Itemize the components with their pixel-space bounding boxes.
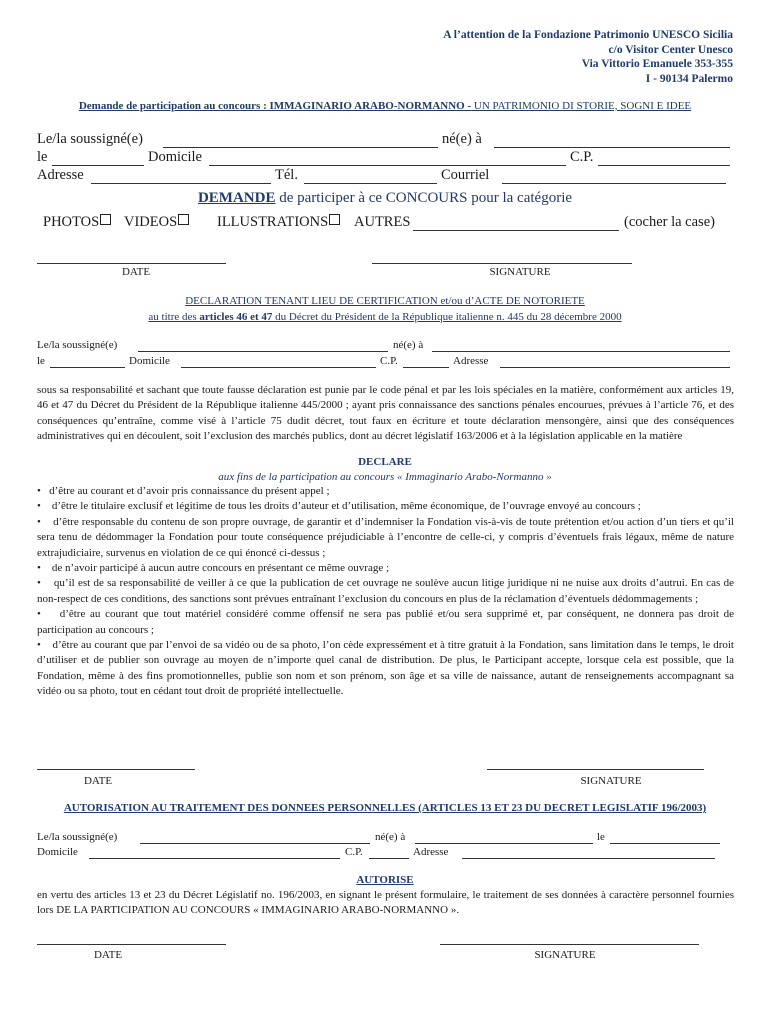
decl-date-line[interactable] — [37, 769, 195, 770]
label-ne: né(e) à — [442, 131, 482, 147]
bullet-item: • qu’il est de sa responsabilité de veiller à ce que la publication de cet ouvrage ne soulève aucun litige juridique ni ne nuise aux droits d’autrui. En cas de non-respect de ces conditions, des sanctions sont prévues entraînant l’exclusion du concours en plus de la réclamation d’éventuels dédommagements ; — [37, 577, 734, 605]
soussigne-field[interactable] — [163, 147, 438, 148]
declaration-title: DECLARATION TENANT LIEU DE CERTIFICATION et/ou d’ACTE DE NOTORIETE — [185, 295, 585, 307]
label-le: le — [37, 149, 48, 165]
autorise-heading: AUTORISE — [356, 874, 414, 886]
birthdate-field[interactable] — [52, 165, 144, 166]
decl-label-adresse: Adresse — [453, 355, 489, 367]
label-domicile: Domicile — [148, 149, 202, 165]
autres-field[interactable] — [413, 230, 619, 231]
bullet-item: • d’être au courant que tout matériel considéré comme offensif ne sera pas publié et/ou sera supprimé et, par conséquent, ne donnera pas droit de participation au concours ; — [37, 608, 734, 636]
auth-label-domicile: Domicile — [37, 846, 78, 858]
decl-domicile-field[interactable] — [181, 367, 376, 368]
address-line: c/o Visitor Center Unesco — [608, 43, 733, 56]
videos-checkbox[interactable] — [178, 214, 189, 225]
declaration-bullets — [37, 484, 734, 700]
auth-date-line[interactable] — [37, 944, 226, 945]
decl-signature-caption: SIGNATURE — [580, 775, 642, 787]
decl-adresse-field[interactable] — [500, 367, 730, 368]
declaration-subtitle-c: du Décret du Président de la République italienne n. 445 du 28 décembre 2000 — [272, 311, 622, 323]
bullet-text: qu’il est de sa responsabilité de veiller à ce que la publication de cet ouvrage ne soulève aucun litige juridique ni ne nuise aux droits d’autrui. En cas de non-respect de ces conditions, des sanctions sont prévues entraînant l’exclusion du concours en plus de la réclamation d’éventuels dédommagements ; — [37, 577, 734, 605]
label-adresse: Adresse — [37, 167, 84, 183]
subject-line — [0, 100, 770, 112]
photos-checkbox[interactable] — [100, 214, 111, 225]
auth-label-adresse: Adresse — [413, 846, 449, 858]
category-videos-label: VIDEOS — [124, 214, 178, 230]
autorisation-title: AUTORISATION AU TRAITEMENT DES DONNEES PERSONNELLES (ARTICLES 13 ET 23 DU DECRET LEGISLATIF 196/2003) — [63, 802, 707, 814]
signature-line[interactable] — [372, 263, 632, 264]
tel-field[interactable] — [304, 183, 437, 184]
address-line: I - 90134 Palermo — [645, 72, 733, 85]
label-soussigne: Le/la soussigné(e) — [37, 131, 143, 147]
subject-rest: UN PATRIMONIO DI STORIE, SOGNI E IDEE — [471, 100, 692, 112]
declaration-subtitle — [0, 311, 770, 323]
date-line[interactable] — [37, 263, 226, 264]
signature-caption: SIGNATURE — [489, 266, 551, 278]
adresse-field[interactable] — [91, 183, 271, 184]
auth-signature-line[interactable] — [440, 944, 699, 945]
auth-label-soussigne: Le/la soussigné(e) — [37, 831, 118, 843]
auth-label-cp: C.P. — [345, 846, 363, 858]
bullet-item: • d’être responsable du contenu de son propre ouvrage, de garantir et d’indemniser la Fondation vis-à-vis de toute prétention et/ou action d’un tiers et qu’il sera tenu de dédommager la Fondation pour toute conséquence préjudiciable à l’encontre de celle-ci, y compris d’éventuels frais légaux, même de nature extrajudiciaire, survenus en violation de ce qui énoncé ci-dessus ; — [37, 515, 734, 559]
decl-cp-field[interactable] — [403, 367, 449, 368]
declare-heading: DECLARE — [358, 456, 412, 468]
auth-adresse-field[interactable] — [462, 858, 715, 859]
address-block — [443, 28, 733, 86]
courriel-field[interactable] — [502, 183, 726, 184]
auth-cp-field[interactable] — [369, 858, 409, 859]
cocher-hint: (cocher la case) — [624, 214, 715, 230]
decl-birthdate-field[interactable] — [50, 367, 125, 368]
demande-rest: de participer à ce CONCOURS pour la catégorie — [275, 190, 573, 206]
auth-label-ne: né(e) à — [375, 831, 406, 843]
decl-signature-line[interactable] — [487, 769, 704, 770]
declaration-subtitle-a: au titre des — [148, 311, 200, 323]
decl-soussigne-field[interactable] — [138, 351, 388, 352]
aux-fins-line: aux fins de la participation au concours « Immaginario Arabo-Normanno » — [218, 471, 552, 483]
category-photos-label: PHOTOS — [43, 214, 100, 230]
bullet-text: d’être au courant que par l’envoi de sa vidéo ou de sa photo, l’on cède expressément et à titre gratuit à la Fondation, sans limitation dans le temps, le droit d’utiliser et de publier son ouvrage au moyen de n’importe quel canal de distribution. De plus, le Participant accepte, lorsque cela est possible, que la Fondation, même à des fins promotionnelles, publie son nom et son prénom, son âge et sa ville de naissance, autant de renseignements accompagnant sa vidéo ou sa photo, tout en cédant tout droit de propriété intellectuelle. — [37, 639, 734, 698]
auth-birthplace-field[interactable] — [415, 843, 593, 844]
bullet-text: d’être le titulaire exclusif et légitime de tous les droits d’auteur et d’utilisation, même économique, de l’ouvrage envoyé au concours ; — [51, 500, 641, 513]
bullet-text: d’être au courant que tout matériel considéré comme offensif ne sera pas publié et/ou sera supprimé et, par conséquent, ne donnera pas droit de participation au concours ; — [37, 608, 734, 636]
auth-domicile-field[interactable] — [89, 858, 340, 859]
decl-label-le: le — [37, 355, 45, 367]
declaration-subtitle-articles: articles 46 et 47 — [199, 311, 273, 323]
decl-date-caption: DATE — [83, 775, 113, 787]
label-cp: C.P. — [570, 149, 594, 165]
cp-field[interactable] — [598, 165, 730, 166]
bullet-text: d’être responsable du contenu de son propre ouvrage, de garantir et d’indemniser la Fondation vis-à-vis de toute prétention et/ou action d’un tiers et qu’il sera tenu de dédommager la Fondation pour toute conséquence préjudiciable à l’encontre de celle-ci, y compris d’éventuels frais légaux, même de nature extrajudiciaire, survenus en violation de ce qui énoncé ci-dessus ; — [37, 515, 734, 559]
birthplace-field[interactable] — [494, 147, 730, 148]
decl-label-domicile: Domicile — [129, 355, 170, 367]
demande-bold: DEMANDE — [197, 190, 276, 206]
address-line: A l’attention de la Fondazione Patrimonio UNESCO Sicilia — [443, 29, 733, 41]
bullet-item: • d’être le titulaire exclusif et légitime de tous les droits d’auteur et d’utilisation, même économique, de l’ouvrage envoyé au concours ; — [37, 500, 641, 513]
category-photos[interactable] — [43, 214, 111, 231]
decl-label-ne: né(e) à — [393, 339, 424, 351]
decl-label-soussigne: Le/la soussigné(e) — [37, 339, 118, 351]
demande-heading — [0, 190, 770, 207]
category-illustrations[interactable] — [217, 214, 340, 231]
auth-birthdate-field[interactable] — [610, 843, 720, 844]
auth-signature-caption: SIGNATURE — [534, 949, 596, 961]
domicile-field[interactable] — [209, 165, 566, 166]
bullet-item: • d’être au courant que par l’envoi de sa vidéo ou de sa photo, l’on cède expressément et à titre gratuit à la Fondation, sans limitation dans le temps, le droit d’utiliser et de publier son ouvrage au moyen de n’importe quel canal de distribution. De plus, le Participant accepte, lorsque cela est possible, que la Fondation, même à des fins promotionnelles, publie son nom et son prénom, son âge et sa ville de naissance, autant de renseignements accompagnant sa vidéo ou sa photo, tout en cédant tout droit de propriété intellectuelle. — [37, 639, 734, 698]
decl-label-cp: C.P. — [380, 355, 398, 367]
auth-soussigne-field[interactable] — [140, 843, 370, 844]
bullet-item: • d’être au courant et d’avoir pris connaissance du présent appel ; — [37, 485, 330, 497]
label-courriel: Courriel — [441, 167, 490, 183]
auth-label-le: le — [597, 831, 605, 843]
address-line: Via Vittorio Emanuele 353-355 — [581, 58, 733, 70]
autorisation-paragraph: en vertu des articles 13 et 23 du Décret Législatif no. 196/2003, en signant le présent formulaire, le traitement de ses données à caractère personnel fournies lors DE LA PARTICIPATION AU CONCOURS « IMMAGINARIO ARABO-NORMANNO ». — [37, 889, 734, 917]
decl-birthplace-field[interactable] — [432, 351, 730, 352]
declaration-paragraph: sous sa responsabilité et sachant que toute fausse déclaration est punie par le code pénal et par les lois spéciales en la matière, conformément aux articles 19, 46 et 47 du Décret du Président de la République italienne 445/2000 ; ayant pris connaissance des sanctions pénales encourues, prévues à l’article 76, et des conséquences qu’entraîne, comme visé à l’article 75 dudit décret, tout faux en écriture et toute déclaration mensongère, ainsi que des conséquences administratives qui en découlent, soit l’exclusion des marchés publics, dont au décret législatif 163/2006 et à la législation applicable en la matière — [37, 384, 734, 443]
category-videos[interactable] — [124, 214, 189, 231]
date-caption: DATE — [121, 266, 151, 278]
category-illustrations-label: ILLUSTRATIONS — [217, 214, 329, 230]
label-autres: AUTRES — [354, 214, 411, 230]
auth-date-caption: DATE — [93, 949, 123, 961]
illustrations-checkbox[interactable] — [329, 214, 340, 225]
subject-bold: Demande de participation au concours : IMMAGINARIO ARABO-NORMANNO - — [78, 100, 472, 112]
bullet-text: de n’avoir participé à aucun autre concours en présentant ce même ouvrage ; — [51, 562, 390, 575]
label-tel: Tél. — [275, 167, 298, 183]
bullet-text: d’être au courant et d’avoir pris connaissance du présent appel ; — [49, 485, 330, 497]
bullet-item: • de n’avoir participé à aucun autre concours en présentant ce même ouvrage ; — [37, 562, 390, 575]
